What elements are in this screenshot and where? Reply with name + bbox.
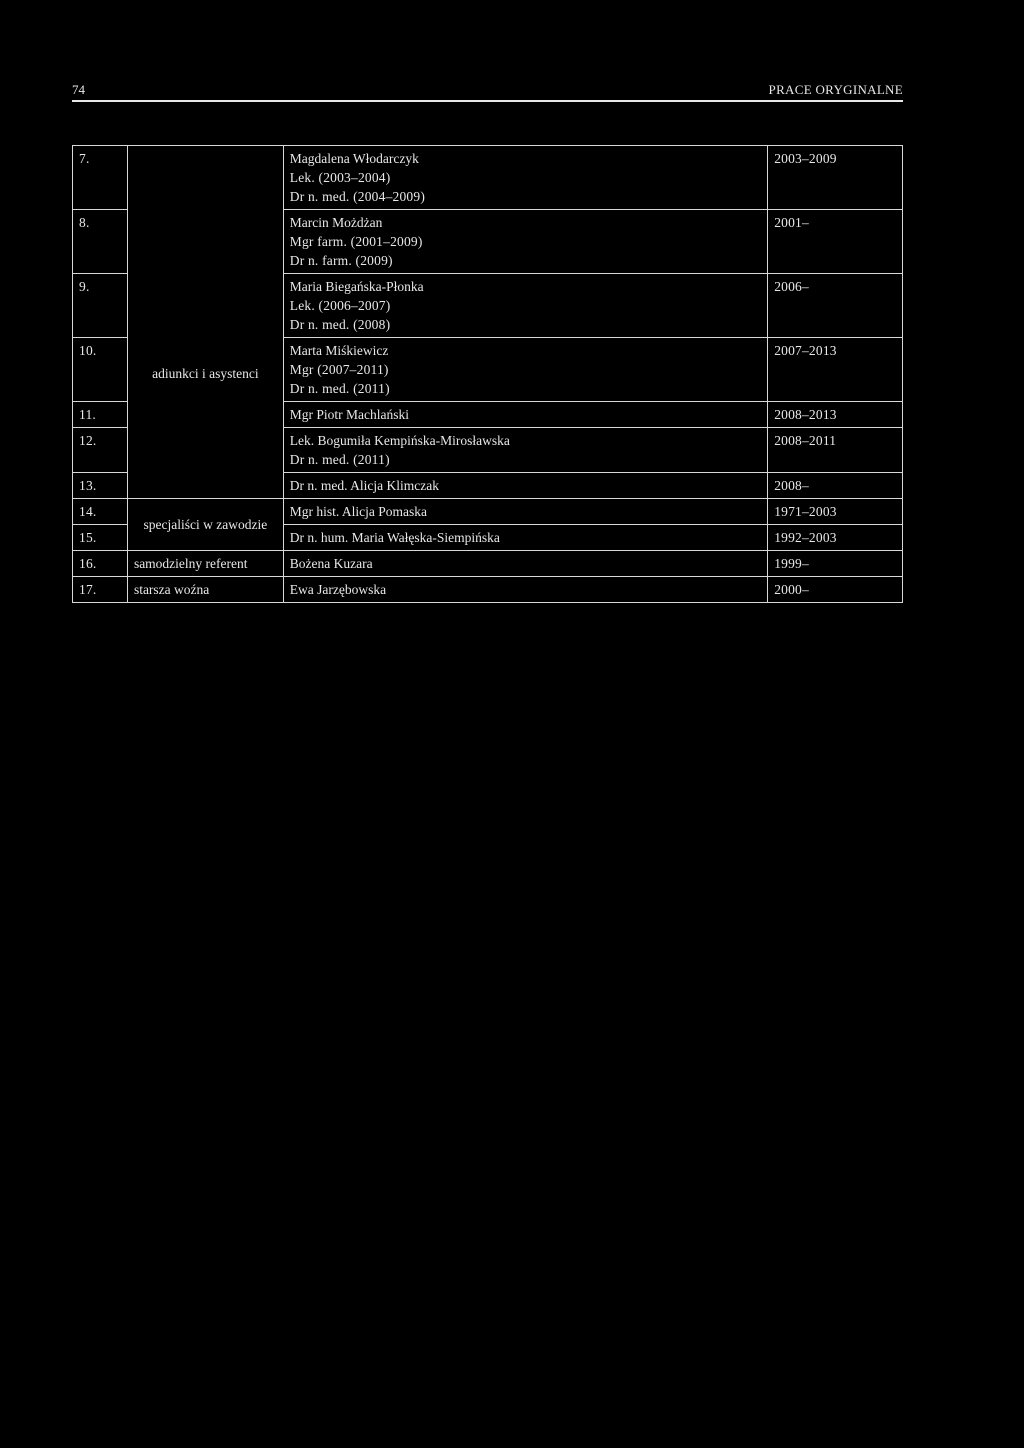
row-number: 15. [73, 525, 128, 551]
row-number: 12. [73, 428, 128, 473]
section-title: PRACE ORYGINALNE [768, 82, 903, 97]
years-cell: 1992–2003 [768, 525, 903, 551]
name-cell [283, 338, 767, 402]
row-number: 7. [73, 146, 128, 210]
degree-line: Dr n. med. (2011) [289, 381, 390, 396]
name-line: Mgr Piotr Machlański [289, 407, 410, 422]
degree-line: Mgr (2007–2011) [289, 362, 389, 377]
table-row [73, 551, 903, 577]
name-cell [283, 274, 767, 338]
name-line: Bożena Kuzara [289, 556, 373, 571]
page-header [72, 82, 903, 102]
position-cell: starsza woźna [127, 577, 283, 603]
years-cell: 2003–2009 [768, 146, 903, 210]
name-line: Ewa Jarzębowska [289, 582, 387, 597]
table-row [73, 499, 903, 525]
degree-line: Mgr farm. (2001–2009) [289, 234, 423, 249]
row-number: 14. [73, 499, 128, 525]
row-number: 8. [73, 210, 128, 274]
name-line: Marta Miśkiewicz [289, 343, 389, 358]
name-cell [283, 146, 767, 210]
table-row [73, 577, 903, 603]
name-cell [283, 525, 767, 551]
name-cell [283, 428, 767, 473]
page-number: 74 [72, 82, 85, 97]
name-line: Dr n. med. Alicja Klimczak [289, 478, 439, 493]
degree-line: Dr n. farm. (2009) [289, 253, 393, 268]
name-cell [283, 473, 767, 499]
degree-line: Dr n. med. (2011) [289, 452, 390, 467]
name-cell [283, 551, 767, 577]
name-line: Dr n. hum. Maria Wałęska-Siempińska [289, 530, 500, 545]
row-number: 13. [73, 473, 128, 499]
degree-line: Dr n. med. (2004–2009) [289, 189, 426, 204]
name-line: Maria Biegańska-Płonka [289, 279, 424, 294]
name-line: Lek. Bogumiła Kempińska-Mirosławska [289, 433, 510, 448]
position-cell: samodzielny referent [127, 551, 283, 577]
degree-line: Lek. (2006–2007) [289, 298, 391, 313]
years-cell: 2006– [768, 274, 903, 338]
row-number: 11. [73, 402, 128, 428]
years-cell: 2001– [768, 210, 903, 274]
years-cell: 1999– [768, 551, 903, 577]
years-cell: 2008–2011 [768, 428, 903, 473]
years-cell: 2000– [768, 577, 903, 603]
row-number: 17. [73, 577, 128, 603]
row-number: 9. [73, 274, 128, 338]
row-number: 10. [73, 338, 128, 402]
staff-table [72, 145, 903, 603]
row-number: 16. [73, 551, 128, 577]
degree-line: Lek. (2003–2004) [289, 170, 391, 185]
name-cell [283, 402, 767, 428]
years-cell: 2007–2013 [768, 338, 903, 402]
name-line: Magdalena Włodarczyk [289, 151, 419, 166]
years-cell: 1971–2003 [768, 499, 903, 525]
name-cell [283, 577, 767, 603]
name-cell [283, 499, 767, 525]
name-line: Mgr hist. Alicja Pomaska [289, 504, 428, 519]
years-cell: 2008–2013 [768, 402, 903, 428]
name-line: Marcin Możdżan [289, 215, 383, 230]
table-row [73, 146, 903, 210]
degree-line: Dr n. med. (2008) [289, 317, 391, 332]
name-cell [283, 210, 767, 274]
position-cell: specjaliści w zawodzie [127, 499, 283, 551]
years-cell: 2008– [768, 473, 903, 499]
position-cell: adiunkci i asystenci [127, 146, 283, 499]
